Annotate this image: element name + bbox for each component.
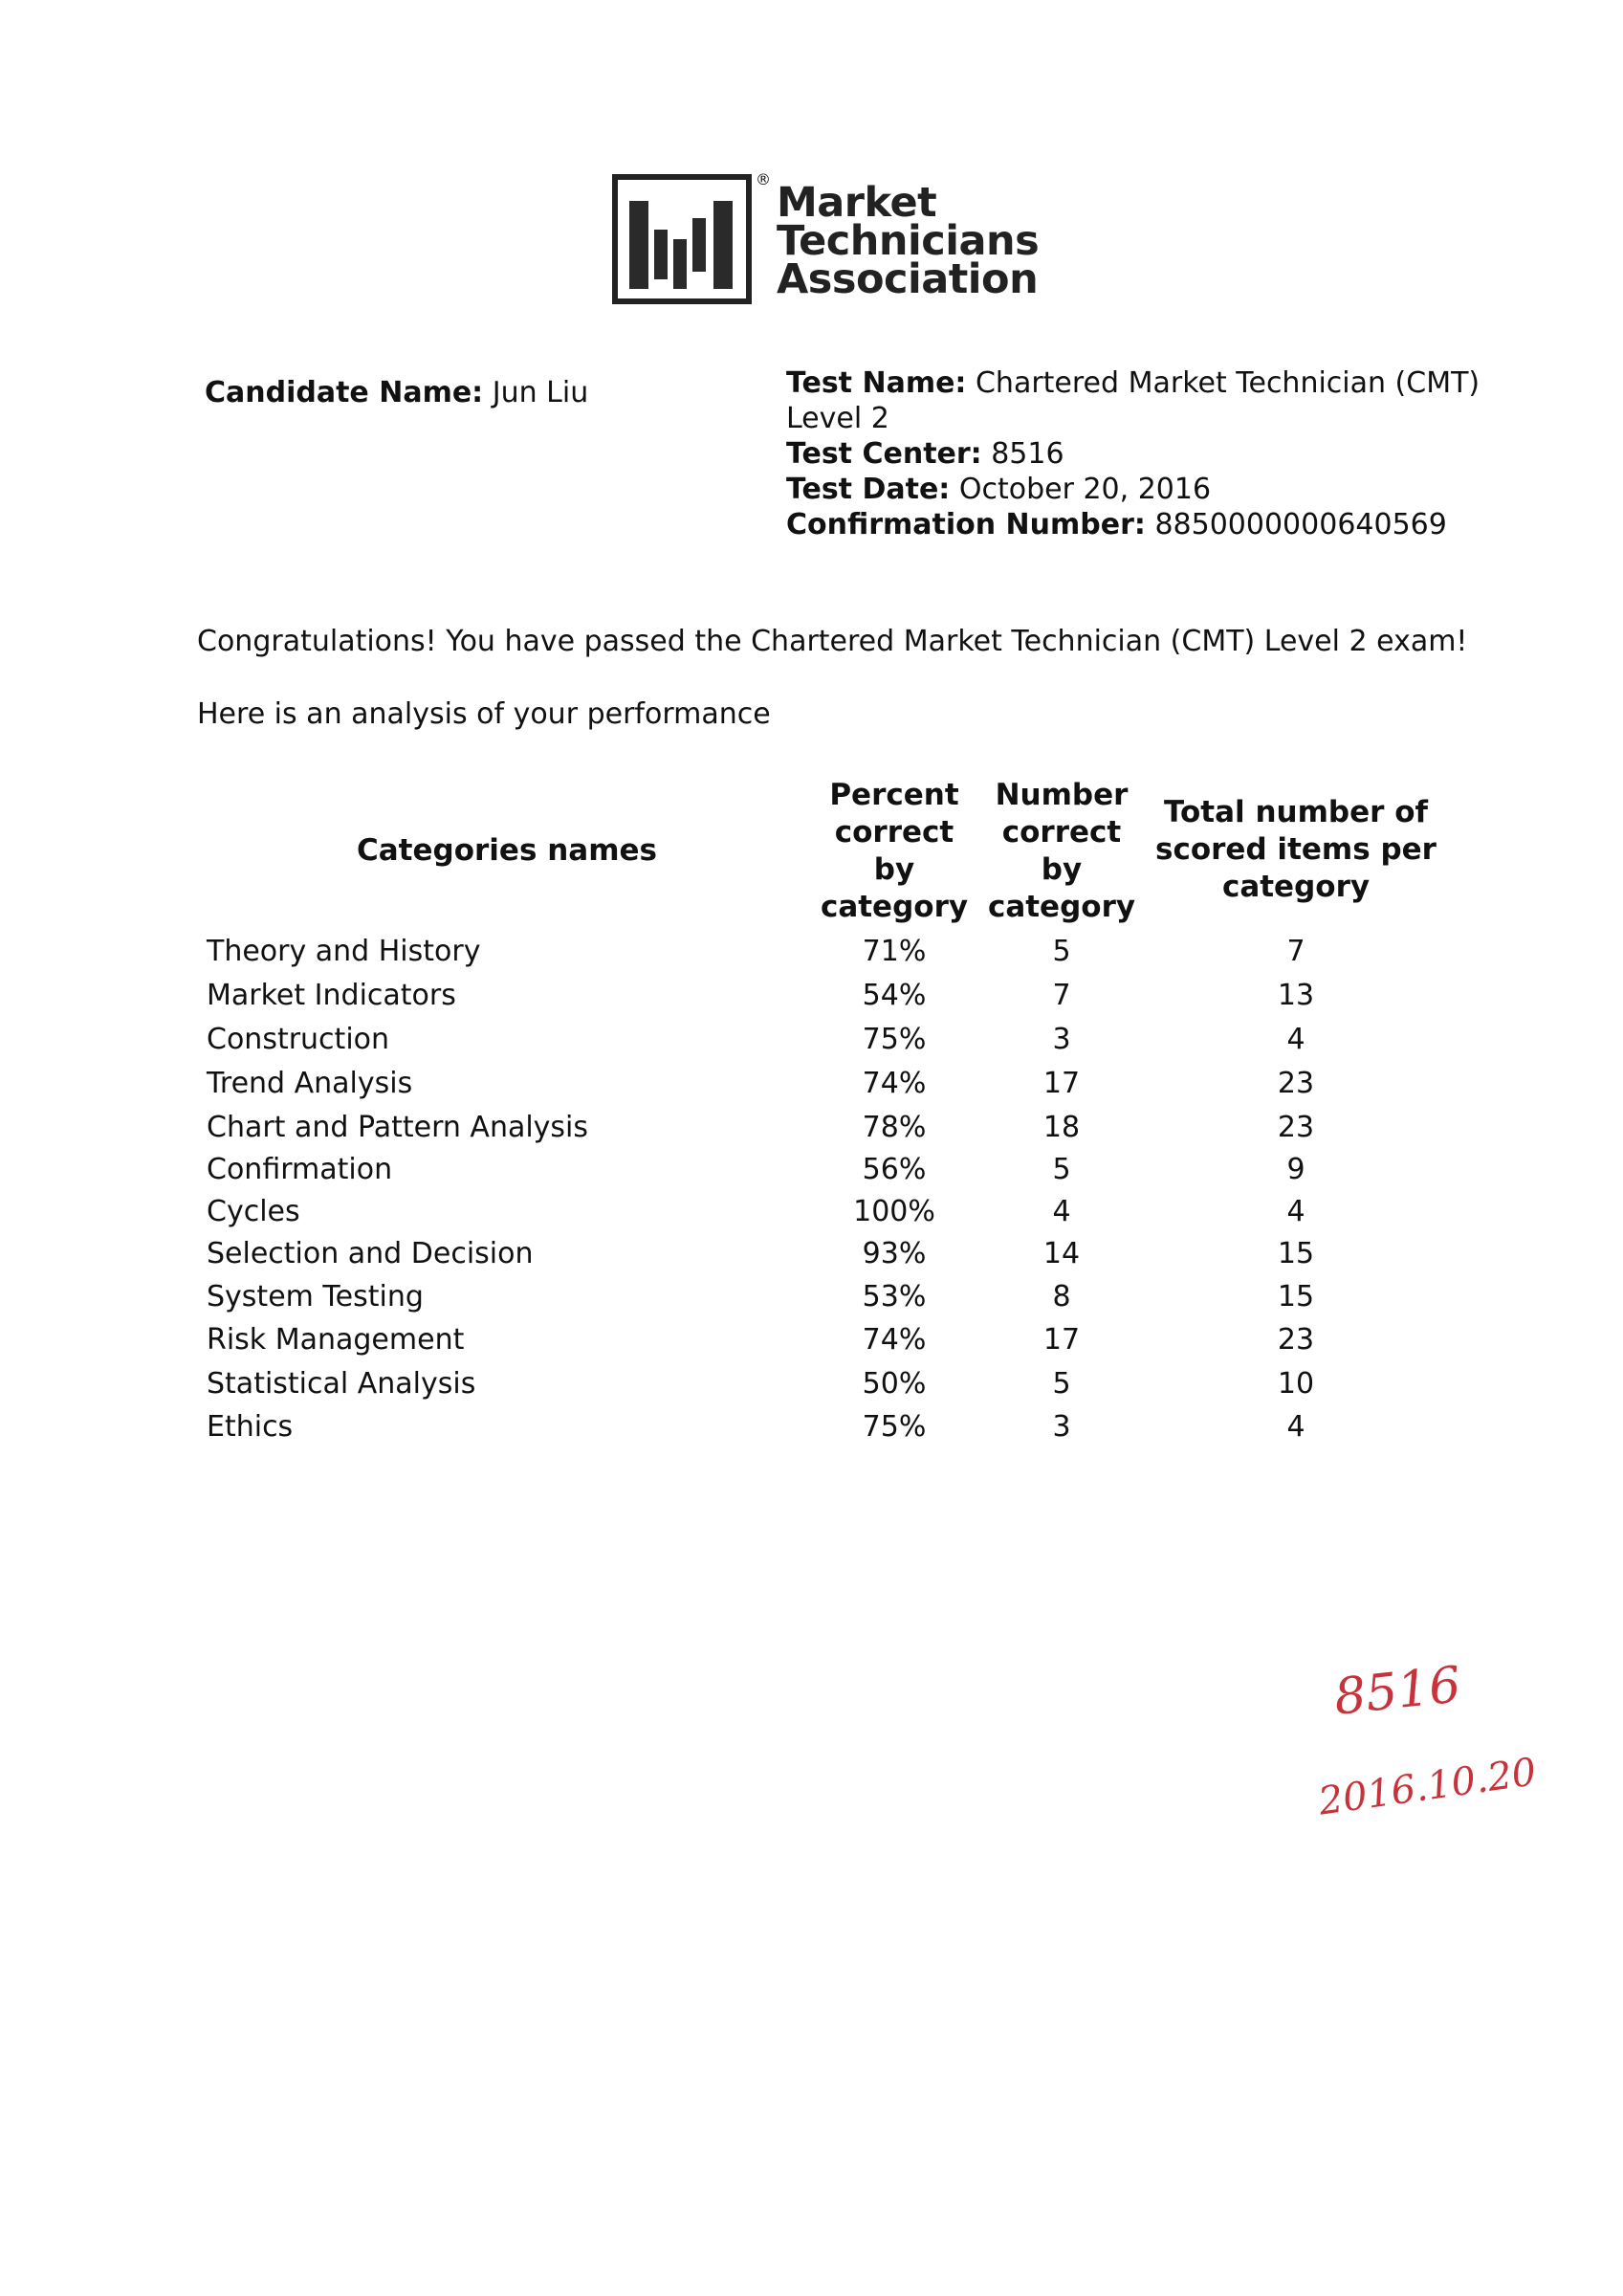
header-categories: Categories names [357, 833, 657, 868]
test-name-continuation: Level 2 [786, 402, 889, 435]
cell-number: 7 [1052, 979, 1071, 1012]
cell-total: 4 [1286, 1195, 1305, 1228]
mta-logo [612, 170, 1040, 311]
cell-total: 15 [1277, 1237, 1315, 1270]
cell-total: 13 [1277, 979, 1315, 1012]
cell-number: 17 [1042, 1067, 1081, 1100]
logo-line-technicians: Technicians [777, 217, 1040, 265]
test-name-label: Test Name: [786, 366, 967, 400]
test-name-line [786, 365, 1480, 401]
cell-total: 23 [1277, 1323, 1315, 1357]
confirmation-value: 8850000000640569 [1154, 508, 1447, 541]
candidate-info [205, 375, 588, 411]
cell-total: 4 [1286, 1023, 1305, 1056]
cell-category: Selection and Decision [207, 1237, 534, 1270]
table-row [0, 1151, 1623, 1189]
header-total-line: category [1221, 870, 1371, 904]
cell-number: 18 [1042, 1111, 1081, 1144]
cell-percent: 56% [862, 1153, 927, 1186]
table-row [0, 1408, 1623, 1446]
table-row [0, 977, 1623, 1015]
cell-percent: 50% [862, 1367, 927, 1401]
cell-total: 10 [1277, 1367, 1315, 1401]
header-number-line: by [1041, 852, 1083, 887]
cell-number: 5 [1052, 1367, 1071, 1401]
header-number-line: correct [1001, 815, 1122, 850]
cell-percent: 100% [853, 1195, 935, 1228]
header-total-items [1152, 794, 1439, 906]
test-date-line [786, 472, 1480, 507]
table-row [0, 1365, 1623, 1403]
candidate-name-label: Candidate Name: [205, 376, 484, 409]
cell-percent: 71% [862, 935, 927, 968]
cell-category: Chart and Pattern Analysis [207, 1111, 589, 1144]
cell-category: Theory and History [207, 935, 481, 968]
cell-total: 23 [1277, 1067, 1315, 1100]
cell-number: 5 [1052, 1153, 1071, 1186]
header-percent-line: Percent [829, 778, 959, 812]
header-percent-line: correct [834, 815, 954, 850]
cell-total: 23 [1277, 1111, 1315, 1144]
cell-percent: 74% [862, 1323, 927, 1357]
cell-category: Construction [207, 1023, 390, 1056]
cell-category: Cycles [207, 1195, 300, 1228]
logo-wordmark [777, 179, 1040, 303]
table-row [0, 1109, 1623, 1147]
handwritten-center-note: 8516 [1331, 1656, 1464, 1727]
logo-line-association: Association [777, 255, 1039, 303]
table-row [0, 933, 1623, 971]
test-info [786, 365, 1480, 542]
test-center-line [786, 436, 1480, 472]
test-date-value: October 20, 2016 [958, 473, 1212, 506]
header-percent-line: category [820, 890, 969, 924]
confirmation-label: Confirmation Number: [786, 508, 1146, 541]
analysis-intro: Here is an analysis of your performance [197, 697, 771, 731]
table-row [0, 1193, 1623, 1231]
cell-number: 4 [1052, 1195, 1071, 1228]
cell-number: 17 [1042, 1323, 1081, 1357]
header-total-line: Total number of [1163, 795, 1428, 829]
cell-percent: 75% [862, 1023, 927, 1056]
header-percent-correct [813, 777, 976, 926]
confirmation-line [786, 507, 1480, 542]
cell-category: Market Indicators [207, 979, 456, 1012]
cell-number: 3 [1052, 1410, 1071, 1444]
cell-number: 3 [1052, 1023, 1071, 1056]
header-total-line: scored items per [1155, 832, 1437, 867]
test-name-value: Chartered Market Technician (CMT) [975, 366, 1480, 400]
cell-total: 15 [1277, 1280, 1315, 1314]
cell-number: 8 [1052, 1280, 1071, 1314]
cell-number: 14 [1042, 1237, 1081, 1270]
cell-category: System Testing [207, 1280, 424, 1314]
congratulations-message: Congratulations! You have passed the Chartered Market Technician (CMT) Level 2 exam! [197, 625, 1468, 658]
cell-category: Confirmation [207, 1153, 393, 1186]
table-row [0, 1021, 1623, 1059]
cell-total: 9 [1286, 1153, 1305, 1186]
test-date-label: Test Date: [786, 473, 951, 506]
handwritten-date-note: 2016.10.20 [1315, 1750, 1540, 1824]
cell-total: 7 [1286, 935, 1305, 968]
cell-percent: 93% [862, 1237, 927, 1270]
cell-category: Risk Management [207, 1323, 465, 1357]
cell-category: Ethics [207, 1410, 294, 1444]
test-center-label: Test Center: [786, 437, 982, 471]
cell-number: 5 [1052, 935, 1071, 968]
cell-category: Statistical Analysis [207, 1367, 476, 1401]
table-row [0, 1065, 1623, 1103]
registered-mark: ® [756, 170, 771, 188]
header-number-correct [980, 777, 1143, 926]
header-percent-line: by [873, 852, 915, 887]
logo-bars-icon [612, 174, 752, 304]
candidate-name-value: Jun Liu [492, 376, 589, 409]
cell-percent: 75% [862, 1410, 927, 1444]
cell-category: Trend Analysis [207, 1067, 413, 1100]
cell-percent: 53% [862, 1280, 927, 1314]
test-center-value: 8516 [991, 437, 1064, 471]
table-row [0, 1321, 1623, 1359]
cell-percent: 74% [862, 1067, 927, 1100]
cell-total: 4 [1286, 1410, 1305, 1444]
header-number-line: category [987, 890, 1136, 924]
table-row [0, 1278, 1623, 1316]
table-row [0, 1235, 1623, 1273]
header-number-line: Number [995, 778, 1129, 812]
cell-percent: 78% [862, 1111, 927, 1144]
logo-line-market: Market [777, 179, 937, 227]
cell-percent: 54% [862, 979, 927, 1012]
